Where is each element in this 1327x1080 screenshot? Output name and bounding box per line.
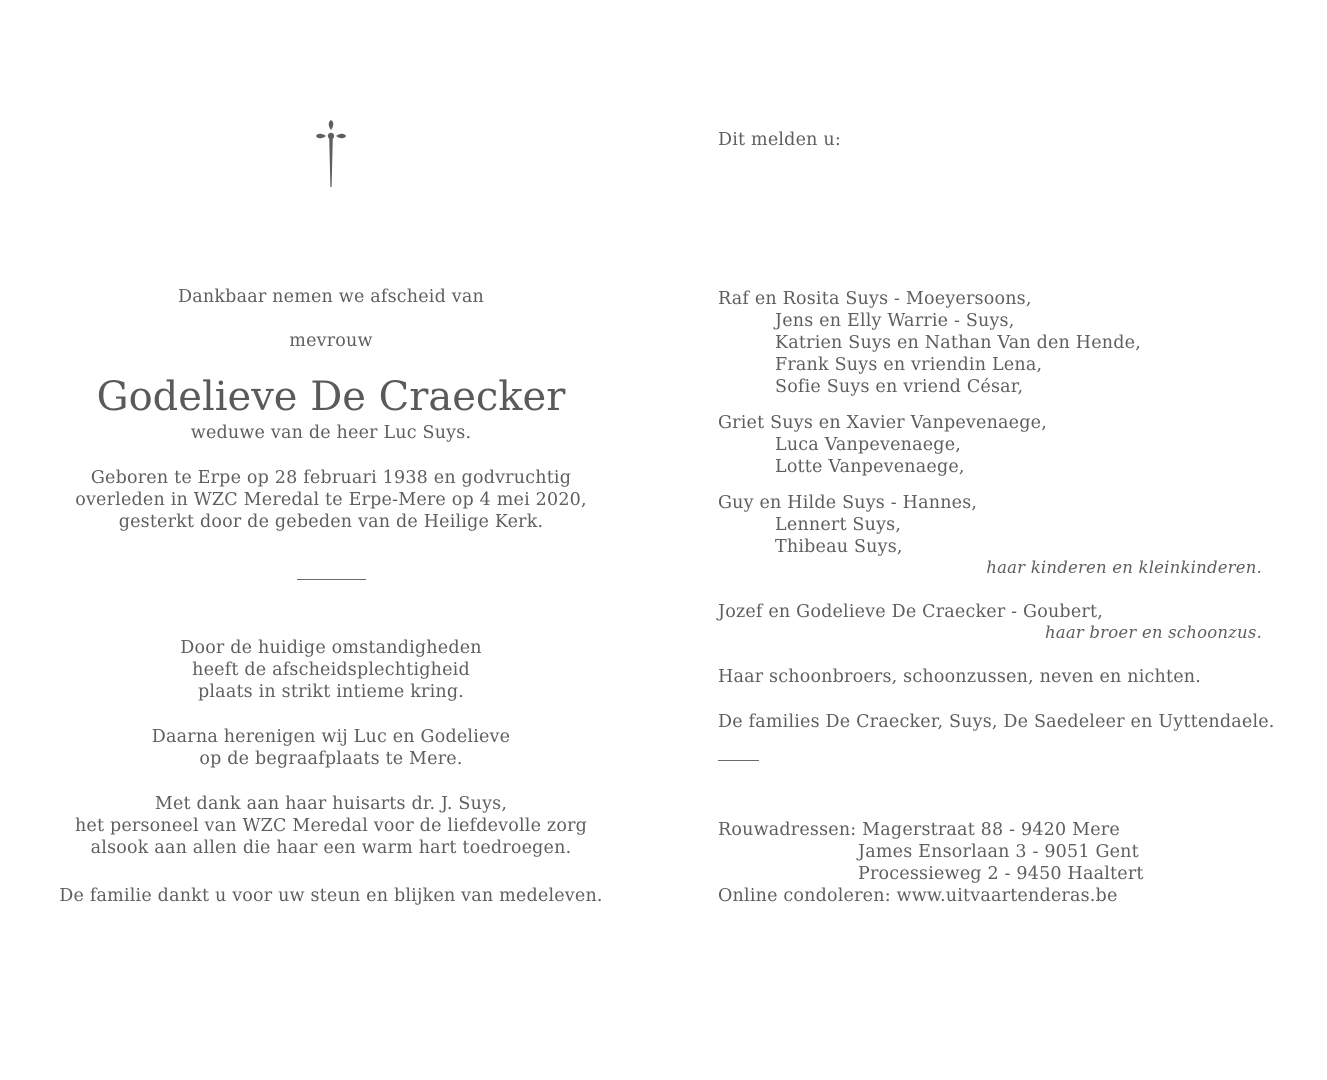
- grandchild-line: Luca Vanpevenaege,: [775, 435, 962, 455]
- thanks-line: Met dank aan haar huisarts dr. J. Suys,: [154, 794, 508, 814]
- thanks-line: alsook aan allen die haar een warm hart toedroegen.: [90, 838, 572, 858]
- divider-line: [718, 760, 759, 761]
- birth-line: Geboren te Erpe op 28 februari 1938 en godvruchtig: [90, 468, 572, 488]
- address-line: James Ensorlaan 3 - 9051 Gent: [858, 842, 1139, 862]
- online-condolence: Online condoleren: www.uitvaartenderas.be: [718, 886, 1118, 906]
- right-panel: [718, 0, 1278, 1080]
- ceremony-line: plaats in strikt intieme kring.: [197, 682, 465, 702]
- ceremony-line: Door de huidige omstandigheden: [180, 638, 482, 658]
- deceased-name: Godelieve De Craecker: [96, 374, 566, 420]
- burial-line: op de begraafplaats te Mere.: [199, 749, 463, 769]
- grandchild-line: Frank Suys en vriendin Lena,: [775, 355, 1043, 375]
- grandchild-line: Sofie Suys en vriend César,: [775, 377, 1024, 397]
- salutation: mevrouw: [289, 331, 373, 351]
- sibling-line: Jozef en Godelieve De Craecker - Goubert,: [718, 602, 1103, 622]
- divider-line: [297, 579, 366, 580]
- sibling-caption: haar broer en schoonzus.: [1044, 623, 1262, 642]
- closing-line: De familie dankt u voor uw steun en blijken van medeleven.: [59, 886, 603, 906]
- left-panel: [0, 0, 662, 1080]
- intro-text: Dankbaar nemen we afscheid van: [178, 287, 484, 307]
- grandchild-line: Katrien Suys en Nathan Van den Hende,: [775, 333, 1141, 353]
- thanks-line: het personeel van WZC Meredal voor de liefdevolle zorg: [74, 816, 588, 836]
- grandchild-line: Lotte Vanpevenaege,: [775, 457, 965, 477]
- family-head: Raf en Rosita Suys - Moeyersoons,: [718, 289, 1032, 309]
- grandchild-line: Thibeau Suys,: [775, 537, 903, 557]
- grandchild-line: Lennert Suys,: [775, 515, 902, 535]
- ceremony-line: heeft de afscheidsplechtigheid: [192, 660, 470, 680]
- inlaws-line: Haar schoonbroers, schoonzussen, neven en nichten.: [718, 667, 1202, 687]
- address-line: Processieweg 2 - 9450 Haaltert: [858, 864, 1144, 884]
- announcement-heading: Dit melden u:: [718, 130, 841, 150]
- birth-line: gesterkt door de gebeden van de Heilige Kerk.: [118, 512, 544, 532]
- family-head: Griet Suys en Xavier Vanpevenaege,: [718, 413, 1047, 433]
- birth-line: overleden in WZC Meredal te Erpe-Mere op 4 mei 2020,: [75, 490, 587, 510]
- address-line: Rouwadressen: Magerstraat 88 - 9420 Mere: [718, 820, 1120, 840]
- family-head: Guy en Hilde Suys - Hannes,: [718, 493, 978, 513]
- spouse-line: weduwe van de heer Luc Suys.: [190, 423, 472, 443]
- families-line: De families De Craecker, Suys, De Saedeleer en Uyttendaele.: [718, 712, 1275, 732]
- cross-icon: [316, 120, 346, 188]
- burial-line: Daarna herenigen wij Luc en Godelieve: [151, 727, 511, 747]
- grandchild-line: Jens en Elly Warrie - Suys,: [775, 311, 1015, 331]
- children-caption: haar kinderen en kleinkinderen.: [986, 558, 1262, 577]
